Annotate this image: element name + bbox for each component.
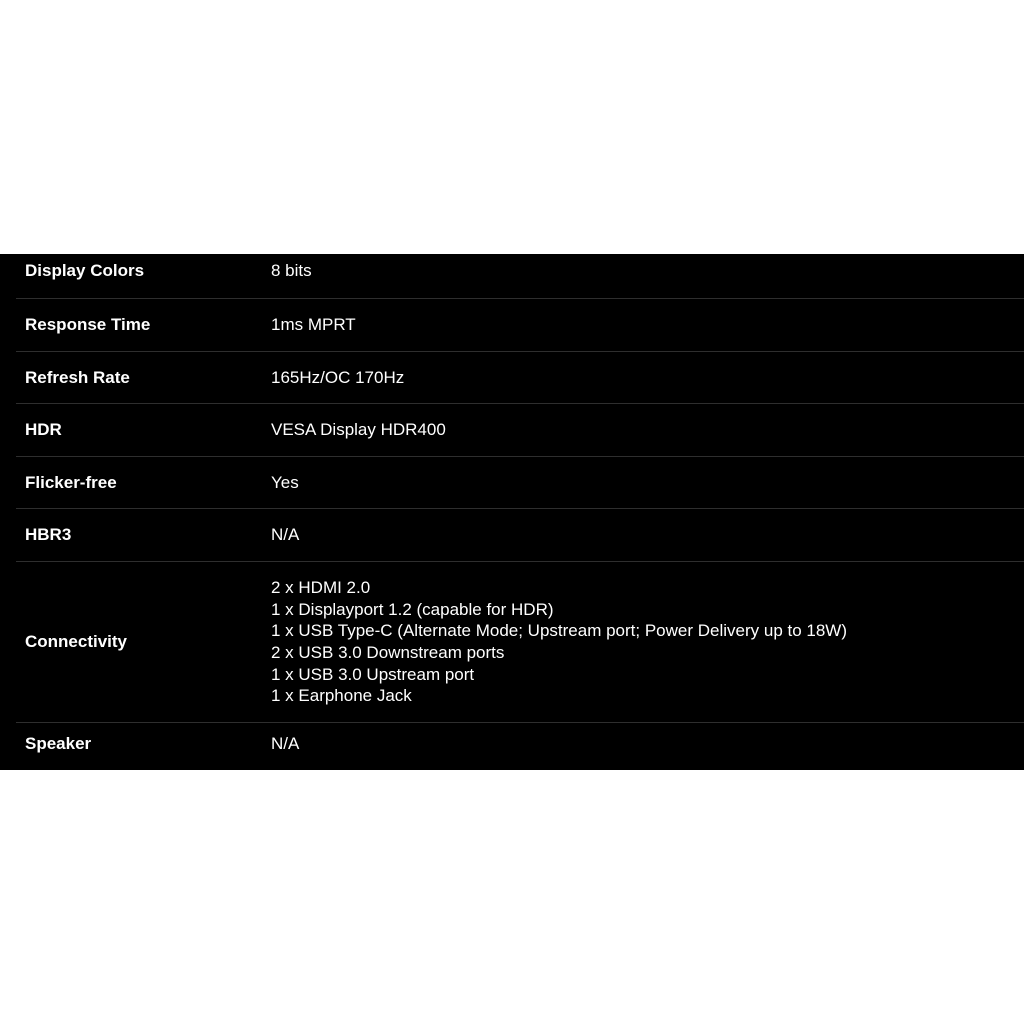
spec-row-display-colors: [16, 254, 1024, 299]
spec-label: HBR3: [25, 525, 72, 544]
spec-value-line: 8 bits: [271, 260, 312, 280]
spec-value: [271, 419, 1024, 441]
spec-row-hdr: [16, 404, 1024, 457]
spec-row-hbr3: [16, 509, 1024, 562]
spec-value-line: VESA Display HDR400: [271, 420, 446, 440]
spec-table: [16, 254, 1024, 770]
spec-row-connectivity: [16, 562, 1024, 723]
spec-label: Response Time: [25, 315, 151, 334]
spec-value-line: 165Hz/OC 170Hz: [271, 367, 405, 387]
spec-value: [271, 733, 1024, 755]
spec-value-line: 1 x USB Type-C (Alternate Mode; Upstream port; Power Delivery up to 18W): [271, 621, 848, 641]
spec-value: [271, 577, 1024, 707]
spec-value: [271, 472, 1024, 494]
spec-value-line: Yes: [271, 472, 299, 492]
spec-value-line: N/A: [271, 525, 300, 545]
spec-value: [271, 367, 1024, 389]
spec-value-line: 2 x USB 3.0 Downstream ports: [271, 643, 505, 662]
spec-row-refresh-rate: [16, 352, 1024, 404]
spec-row-speaker: [16, 723, 1024, 770]
spec-label: Connectivity: [25, 632, 128, 651]
spec-label: Display Colors: [25, 260, 145, 280]
spec-row-response-time: [16, 299, 1024, 352]
spec-value-line: 1 x Earphone Jack: [271, 686, 412, 706]
spec-label: Flicker-free: [25, 472, 117, 492]
spec-label: Refresh Rate: [25, 367, 130, 387]
spec-value-line: 1 x USB 3.0 Upstream port: [271, 664, 475, 684]
spec-label: HDR: [25, 420, 62, 439]
spec-label: Speaker: [25, 734, 92, 753]
spec-value-line: 1ms MPRT: [271, 315, 356, 335]
spec-row-flicker-free: [16, 457, 1024, 509]
spec-value: [271, 314, 1024, 336]
spec-value: [271, 260, 1024, 282]
spec-value: [271, 524, 1024, 546]
spec-panel: [0, 254, 1024, 770]
spec-value-line: 1 x Displayport 1.2 (capable for HDR): [271, 599, 554, 619]
spec-value-line: N/A: [271, 734, 300, 754]
spec-value-line: 2 x HDMI 2.0: [271, 578, 371, 598]
